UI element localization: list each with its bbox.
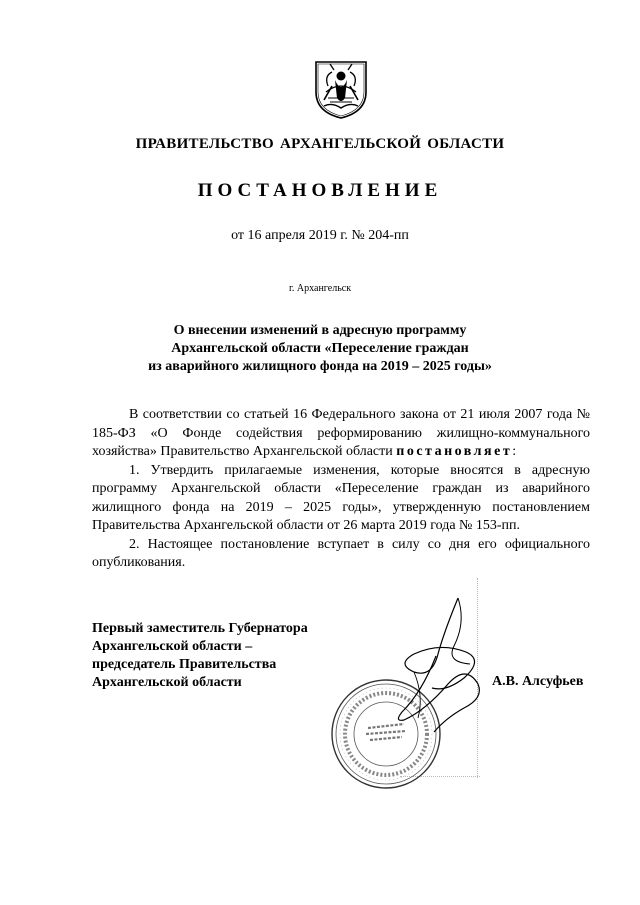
subject-line: О внесении изменений в адресную программу <box>173 323 467 338</box>
document-subject <box>140 322 500 376</box>
signatory-name: А.В. Алсуфьев <box>492 674 584 689</box>
body-paragraph: 2. Настоящее постановление вступает в силу со дня его официального опубликования. <box>92 536 590 570</box>
handwritten-signature-icon <box>374 592 498 742</box>
body-paragraph: 1. Утвердить прилагаемые изменения, которые вносятся в адресную программу Архангельской области «Переселение граждан из аварийного жилищного фонда на 2019 – 2025 годы», утвержденную постановлением Правительства Архангельской области от 26 марта 2019 года № 153-пп. <box>92 462 590 533</box>
subject-line: из аварийного жилищного фонда на 2019 – 2025 годы» <box>148 359 492 374</box>
decree-colon: : <box>512 444 517 459</box>
document-type: ПОСТАНОВЛЕНИЕ <box>197 180 443 201</box>
document-body <box>92 406 590 573</box>
arkhangelsk-coat-of-arms-icon <box>312 58 370 120</box>
position-line: Архангельской области – <box>92 639 253 654</box>
position-line: Архангельской области <box>92 675 242 690</box>
subject-line: Архангельской области «Переселение граждан <box>171 341 469 356</box>
decree-word: постановляет <box>396 444 513 459</box>
preamble-text: В соответствии со статьей 16 Федерального закона от 21 июля 2007 года № 185-ФЗ «О Фонде содействия реформированию жилищно-коммунального хозяйства» Правительство Архангельской области <box>92 407 590 459</box>
document-date-number: от 16 апреля 2019 г. № 204-пп <box>231 228 409 243</box>
position-line: председатель Правительства <box>92 657 277 672</box>
body-paragraph <box>92 406 590 462</box>
document-city: г. Архангельск <box>288 283 352 294</box>
position-line: Первый заместитель Губернатора <box>92 621 308 636</box>
government-title: ПРАВИТЕЛЬСТВО АРХАНГЕЛЬСКОЙ ОБЛАСТИ <box>135 136 505 152</box>
signatory-position <box>92 620 352 692</box>
